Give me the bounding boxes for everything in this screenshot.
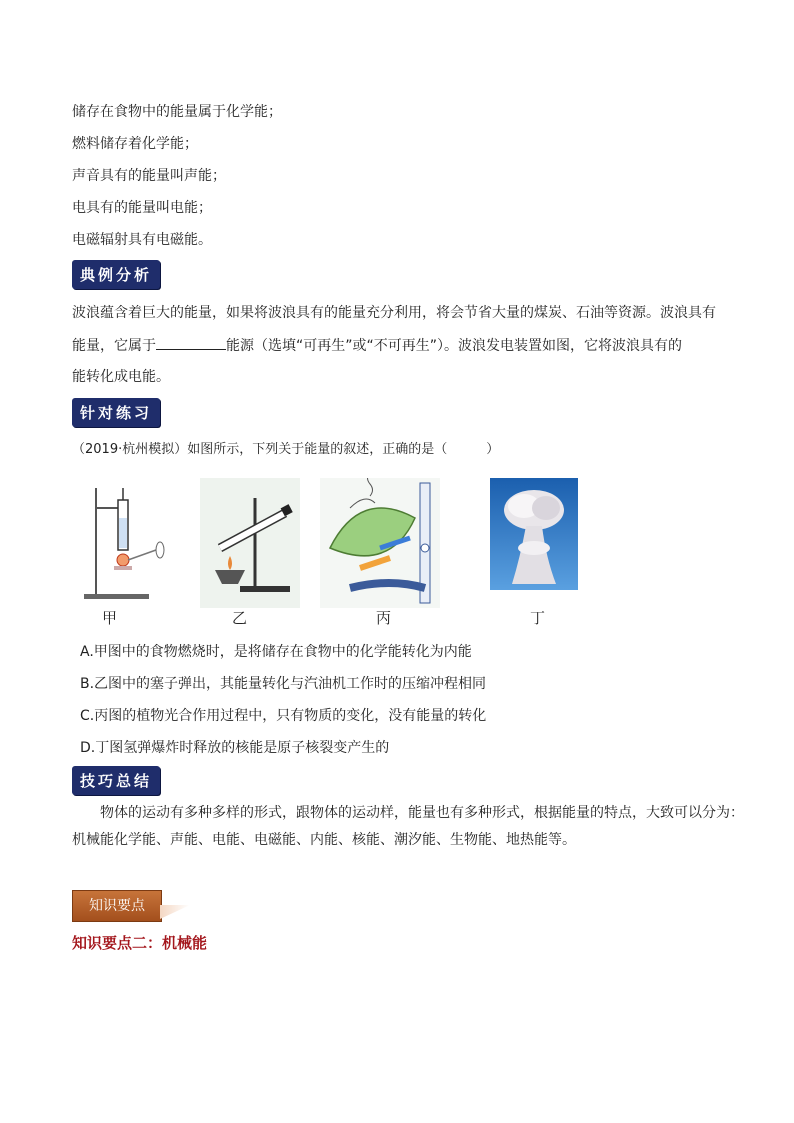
figure-label-yi: 乙 [232, 609, 248, 627]
intro-line-3: 声音具有的能量叫声能； [72, 168, 226, 184]
figure-yi-test-tube-cork [200, 478, 300, 608]
practice-question: （2019·杭州模拟）如图所示，下列关于能量的叙述，正确的是（ ） [72, 442, 500, 457]
option-c[interactable]: C.丙图的植物光合作用过程中，只有物质的变化，没有能量的转化 [80, 708, 487, 724]
summary-line-1: 物体的运动有多种多样的形式，跟物体的运动样，能量也有多种形式，根据能量的特点，大致可以分为： [100, 805, 744, 821]
figure-label-ding: 丁 [530, 609, 546, 627]
intro-line-4: 电具有的能量叫电能； [72, 200, 212, 216]
figure-label-bing: 丙 [376, 609, 392, 627]
figure-jia-burning-food [76, 478, 186, 608]
knowledge-tab-tail [160, 905, 190, 919]
example-line-2 [72, 335, 682, 356]
figure-bing-photosynthesis [320, 478, 440, 608]
knowledge-title: 知识要点二：机械能 [72, 934, 208, 952]
example-badge: 典例分析 [72, 260, 160, 289]
example-line-2-after: 能源（选填“可再生”或“不可再生”）。波浪发电装置如图，它将波浪具有的 [226, 338, 683, 354]
summary-badge: 技巧总结 [72, 766, 160, 795]
example-line-3: 能转化成电能。 [72, 369, 170, 385]
knowledge-tab[interactable]: 知识要点 [72, 890, 162, 922]
intro-line-2: 燃料储存着化学能； [72, 136, 198, 152]
practice-badge: 针对练习 [72, 398, 160, 427]
intro-line-5: 电磁辐射具有电磁能。 [72, 232, 212, 248]
intro-line-1: 储存在食物中的能量属于化学能； [72, 104, 282, 120]
summary-line-2: 机械能化学能、声能、电能、电磁能、内能、核能、潮汐能、生物能、地热能等。 [72, 832, 576, 848]
figure-ding-explosion [490, 478, 578, 590]
option-d[interactable]: D.丁图氢弹爆炸时释放的核能是原子核裂变产生的 [80, 740, 390, 756]
answer-blank[interactable] [156, 335, 226, 350]
figure-label-jia: 甲 [102, 609, 118, 627]
example-line-2-before: 能量，它属于 [72, 338, 156, 354]
example-line-1: 波浪蕴含着巨大的能量，如果将波浪具有的能量充分利用，将会节省大量的煤炭、石油等资源。波浪具有 [72, 305, 716, 321]
option-b[interactable]: B.乙图中的塞子弹出，其能量转化与汽油机工作时的压缩冲程相同 [80, 676, 487, 692]
option-a[interactable]: A.甲图中的食物燃烧时，是将储存在食物中的化学能转化为内能 [80, 644, 472, 660]
